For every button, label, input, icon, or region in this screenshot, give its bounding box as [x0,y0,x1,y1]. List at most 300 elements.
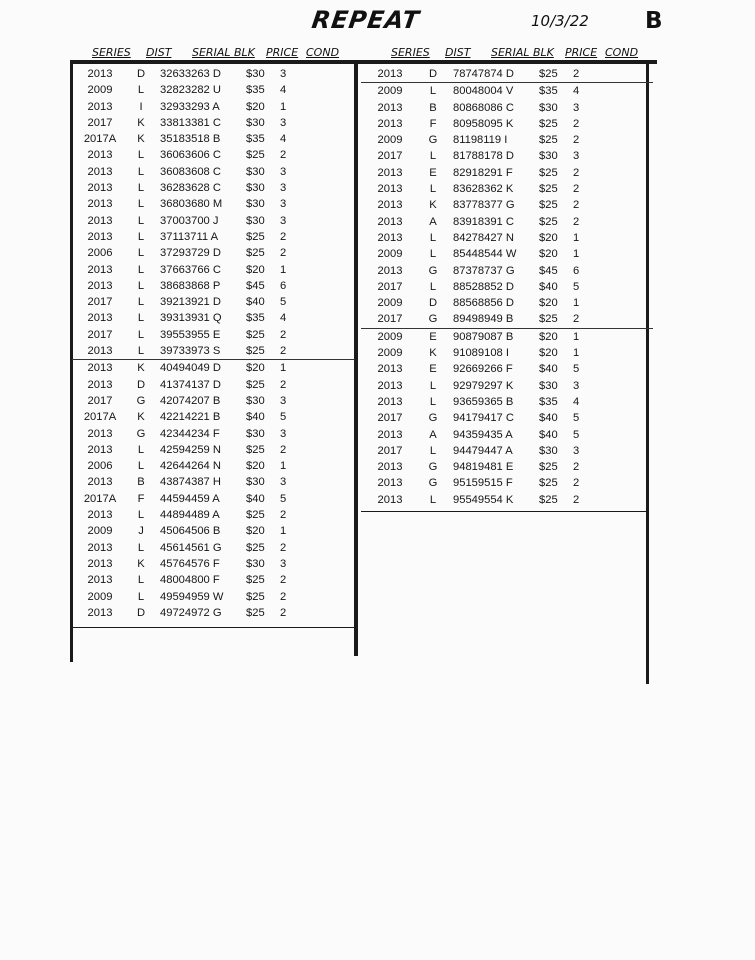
dist-cell: L [137,541,145,554]
series-cell: 2013 [87,149,113,162]
dist-cell: E [429,166,437,179]
dist-cell: J [138,525,144,538]
series-cell: 2013 [87,427,113,440]
series-cell: 2017 [87,394,113,407]
dist-cell: L [137,247,145,260]
cond-cell: 3 [280,198,287,211]
series-cell: 2009 [377,85,403,98]
header-dist: DIST [146,46,172,59]
cond-cell: 2 [573,134,580,147]
cond-cell: 5 [573,280,580,293]
serial-cell: 83628362 K [453,183,514,196]
cond-cell: 2 [280,149,287,162]
serial-cell: 89498949 B [453,313,514,326]
dist-cell: L [137,443,145,456]
table-row [361,116,653,132]
cond-cell: 4 [280,84,287,97]
serial-cell: 39733973 S [160,345,221,358]
cond-cell: 2 [280,230,287,243]
dist-cell: F [137,492,145,505]
cond-cell: 5 [280,492,287,505]
serial-cell: 82918291 F [453,166,513,179]
table-row [361,230,653,246]
table-row [72,245,355,261]
cond-cell: 1 [573,231,580,244]
dist-cell: G [428,477,438,490]
serial-cell: 39553955 E [160,328,221,341]
table-row [72,605,355,621]
table-row [361,443,653,459]
price-cell: $20 [539,231,558,244]
series-cell: 2009 [377,347,403,360]
cond-cell: 2 [573,313,580,326]
price-cell: $45 [246,279,265,292]
series-cell: 2009 [377,134,403,147]
cond-cell: 1 [280,263,287,276]
price-cell: $35 [539,395,558,408]
table-row [361,197,653,213]
dist-cell: F [429,117,437,130]
serial-cell: 78747874 D [453,68,514,80]
price-cell: $25 [246,230,265,243]
dist-cell: K [137,411,145,424]
cond-cell: 3 [280,476,287,489]
dist-cell: L [137,182,145,195]
series-cell: 2017 [377,280,403,293]
table-row [72,491,355,507]
serial-cell: 94479447 A [453,444,513,457]
table-row [72,409,355,425]
dist-cell: L [137,263,145,276]
serial-cell: 44594459 A [160,492,220,505]
series-cell: 2013 [377,231,403,244]
dist-cell: L [429,444,437,457]
cond-cell: 5 [573,412,580,425]
series-cell: 2013 [87,443,113,456]
serial-cell: 88528852 D [453,280,514,293]
series-cell: 2013 [87,606,113,619]
table-row [72,458,355,474]
serial-cell: 94179417 C [453,412,514,425]
cond-cell: 2 [280,378,287,391]
dist-cell: E [429,330,437,343]
serial-cell: 39313931 Q [160,312,222,325]
cond-cell: 2 [280,443,287,456]
dist-cell: L [137,165,145,178]
price-cell: $35 [246,84,265,97]
cond-cell: 5 [573,363,580,376]
cond-cell: 6 [573,264,580,277]
table-row [361,295,653,311]
series-cell: 2013 [377,166,403,179]
table-row [361,148,653,164]
cond-cell: 1 [573,330,580,343]
table-row [72,327,355,343]
series-cell: 2017 [87,296,113,309]
serial-cell: 80868086 C [453,101,514,114]
series-cell: 2013 [377,215,403,228]
header-dist: DIST [445,46,471,59]
price-cell: $40 [246,296,265,309]
price-cell: $40 [539,280,558,293]
dist-cell: L [137,460,145,473]
cond-cell: 1 [280,100,287,113]
serial-cell: 93659365 B [453,395,514,408]
table-row [361,246,653,262]
cond-cell: 4 [573,395,580,408]
serial-cell: 35183518 B [160,133,221,146]
serial-cell: 85448544 W [453,248,517,261]
cond-cell: 5 [280,411,287,424]
header-series: SERIES [92,46,131,59]
series-cell: 2013 [377,101,403,114]
dist-cell: L [137,312,145,325]
table-row [72,572,355,588]
table-row [361,66,653,82]
header-price: PRICE [266,46,299,59]
price-cell: $30 [246,214,265,227]
price-cell: $25 [246,149,265,162]
cond-cell: 3 [280,116,287,129]
dist-cell: L [137,509,145,522]
cond-cell: 2 [280,574,287,587]
dist-cell: L [429,379,437,392]
serial-cell: 36083608 C [160,165,221,178]
price-cell: $25 [539,183,558,196]
price-cell: $30 [246,116,265,129]
header-serial-blk: SERIAL BLK [192,46,255,59]
serial-cell: 80958095 K [453,117,514,130]
dist-cell: D [136,606,146,619]
series-cell: 2017A [83,411,117,424]
table-row [72,131,355,147]
table-row [361,165,653,181]
serial-cell: 43874387 H [160,476,221,489]
dist-cell: L [429,395,437,408]
dist-cell: A [429,215,437,228]
table-row [361,132,653,148]
series-cell: 2017 [377,444,403,457]
price-cell: $40 [539,412,558,425]
dist-cell: L [137,574,145,587]
serial-cell: 45764576 F [160,557,220,570]
serial-cell: 37113711 A [160,230,219,243]
serial-cell: 84278427 N [453,231,514,244]
series-cell: 2013 [377,183,403,196]
cond-cell: 2 [573,117,580,130]
dist-cell: G [136,427,146,440]
price-cell: $25 [246,378,265,391]
table-row [72,213,355,229]
cond-cell: 2 [573,166,580,179]
price-cell: $30 [539,101,558,114]
series-cell: 2013 [87,345,113,358]
dist-cell: L [429,183,437,196]
serial-cell: 42074207 B [160,394,221,407]
table-row [72,82,355,98]
cond-cell: 1 [280,362,287,375]
cond-cell: 1 [573,297,580,310]
cond-cell: 5 [573,428,580,441]
price-cell: $45 [539,264,558,277]
series-cell: 2013 [87,214,113,227]
table-row [361,378,653,394]
serial-cell: 88568856 D [453,297,514,310]
left-table [72,66,355,621]
price-cell: $25 [539,313,558,326]
price-cell: $25 [539,493,558,506]
dist-cell: K [429,199,437,212]
series-cell: 2017 [87,116,113,129]
serial-cell: 36283628 C [160,182,221,195]
cond-cell: 2 [573,183,580,196]
table-row [72,66,355,82]
series-cell: 2013 [377,68,403,80]
cond-cell: 3 [280,214,287,227]
cond-cell: 3 [573,101,580,114]
series-cell: 2009 [377,248,403,261]
cond-cell: 4 [573,85,580,98]
series-cell: 2013 [377,264,403,277]
series-cell: 2013 [87,378,113,391]
serial-cell: 41374137 D [160,378,221,391]
table-row [72,426,355,442]
table-row [361,181,653,197]
cond-cell: 2 [573,493,580,506]
cond-cell: 3 [280,182,287,195]
serial-cell: 32633263 D [160,68,221,80]
table-row [72,540,355,556]
serial-cell: 95549554 K [453,493,514,506]
serial-cell: 87378737 G [453,264,515,277]
table-row [72,343,355,359]
serial-cell: 80048004 V [453,85,514,98]
dist-cell: L [429,248,437,261]
serial-cell: 94359435 A [453,428,513,441]
table-row [72,474,355,490]
series-cell: 2009 [87,84,113,97]
series-cell: 2017 [377,313,403,326]
header-cond: COND [306,46,340,59]
series-cell: 2017A [83,133,117,146]
table-row [72,180,355,196]
dist-cell: A [429,428,437,441]
serial-cell: 49724972 G [160,606,222,619]
series-cell: 2017 [87,328,113,341]
cond-cell: 4 [280,133,287,146]
dist-cell: K [137,133,145,146]
table-row [361,263,653,279]
dist-cell: B [137,476,145,489]
price-cell: $30 [246,165,265,178]
table-row [361,279,653,295]
series-cell: 2013 [87,165,113,178]
dist-cell: K [137,116,145,129]
series-cell: 2013 [377,477,403,490]
price-cell: $25 [246,590,265,603]
price-cell: $35 [246,133,265,146]
serial-cell: 42214221 B [160,411,221,424]
table-row [72,294,355,310]
series-cell: 2013 [87,230,113,243]
cond-cell: 2 [573,68,580,80]
price-cell: $25 [246,247,265,260]
table-row [361,459,653,475]
table-row [72,115,355,131]
price-cell: $25 [246,574,265,587]
dist-cell: D [136,68,146,80]
table-row [361,311,653,327]
serial-cell: 91089108 I [453,347,509,360]
price-cell: $25 [539,68,558,80]
price-cell: $30 [246,557,265,570]
cond-cell: 2 [280,590,287,603]
price-cell: $40 [539,363,558,376]
right-bottom-rule [361,511,648,512]
serial-cell: 83778377 G [453,199,515,212]
serial-cell: 45614561 G [160,541,222,554]
serial-cell: 40494049 D [160,362,221,375]
cond-cell: 2 [280,345,287,358]
serial-cell: 42594259 N [160,443,221,456]
price-cell: $40 [246,492,265,505]
dist-cell: K [429,347,437,360]
price-cell: $30 [246,198,265,211]
serial-cell: 49594959 W [160,590,224,603]
price-cell: $20 [246,362,265,375]
series-cell: 2013 [377,117,403,130]
series-cell: 2013 [377,493,403,506]
price-cell: $40 [539,428,558,441]
series-cell: 2013 [377,395,403,408]
table-row [72,359,355,376]
cond-cell: 5 [280,296,287,309]
series-cell: 2009 [87,525,113,538]
cond-cell: 3 [573,150,580,163]
serial-cell: 45064506 B [160,525,221,538]
serial-cell: 48004800 F [160,574,220,587]
serial-cell: 37293729 D [160,247,221,260]
series-cell: 2013 [87,557,113,570]
price-cell: $25 [539,117,558,130]
price-cell: $30 [246,394,265,407]
series-cell: 2009 [87,590,113,603]
date-label: 10/3/22 [531,12,589,30]
cond-cell: 2 [573,199,580,212]
table-row [72,393,355,409]
page-letter: B [645,8,663,34]
table-row [361,410,653,426]
table-row [361,475,653,491]
dist-cell: L [429,150,437,163]
header-serial-blk: SERIAL BLK [491,46,554,59]
series-cell: 2013 [87,182,113,195]
cond-cell: 2 [573,215,580,228]
serial-cell: 32933293 A [160,100,220,113]
series-cell: 2017 [377,412,403,425]
series-cell: 2013 [377,428,403,441]
table-row [72,556,355,572]
cond-cell: 3 [280,68,287,80]
table-row [361,328,653,345]
price-cell: $30 [246,182,265,195]
serial-cell: 32823282 U [160,84,221,97]
series-cell: 2013 [87,509,113,522]
series-cell: 2013 [87,279,113,292]
price-cell: $35 [539,85,558,98]
dist-cell: G [428,134,438,147]
series-cell: 2013 [87,476,113,489]
dist-cell: L [137,328,145,341]
price-cell: $20 [246,525,265,538]
dist-cell: L [137,198,145,211]
series-cell: 2013 [377,379,403,392]
series-cell: 2017 [377,150,403,163]
table-row [361,214,653,230]
cond-cell: 3 [280,427,287,440]
serial-cell: 39213921 D [160,296,221,309]
dist-cell: G [428,461,438,474]
dist-cell: L [429,493,437,506]
serial-cell: 95159515 F [453,477,513,490]
price-cell: $30 [246,427,265,440]
table-row [361,394,653,410]
table-row [361,361,653,377]
price-cell: $30 [539,150,558,163]
series-cell: 2013 [87,312,113,325]
serial-cell: 33813381 C [160,116,221,129]
price-cell: $20 [246,460,265,473]
dist-cell: G [428,313,438,326]
cond-cell: 3 [573,444,580,457]
series-cell: 2013 [87,574,113,587]
series-cell: 2013 [377,199,403,212]
table-row [72,507,355,523]
table-row [361,82,653,99]
serial-cell: 38683868 P [160,279,221,292]
price-cell: $25 [539,477,558,490]
table-row [72,196,355,212]
price-cell: $25 [246,606,265,619]
dist-cell: L [137,214,145,227]
price-cell: $20 [539,248,558,261]
dist-cell: L [137,279,145,292]
cond-cell: 2 [280,606,287,619]
dist-cell: L [137,230,145,243]
top-rule [70,60,657,64]
series-cell: 2006 [87,247,113,260]
dist-cell: L [137,296,145,309]
right-table [361,66,653,508]
serial-cell: 36063606 C [160,149,221,162]
table-row [361,492,653,508]
dist-cell: L [137,590,145,603]
price-cell: $20 [539,330,558,343]
series-cell: 2013 [377,461,403,474]
price-cell: $25 [539,199,558,212]
cond-cell: 2 [280,541,287,554]
table-row [72,229,355,245]
header-cond: COND [605,46,639,59]
price-cell: $30 [246,68,265,80]
series-cell: 2013 [87,100,113,113]
series-cell: 2006 [87,460,113,473]
dist-cell: G [136,394,146,407]
dist-cell: E [429,363,437,376]
dist-cell: L [429,231,437,244]
series-cell: 2013 [87,68,113,80]
left-bottom-rule [72,627,355,628]
